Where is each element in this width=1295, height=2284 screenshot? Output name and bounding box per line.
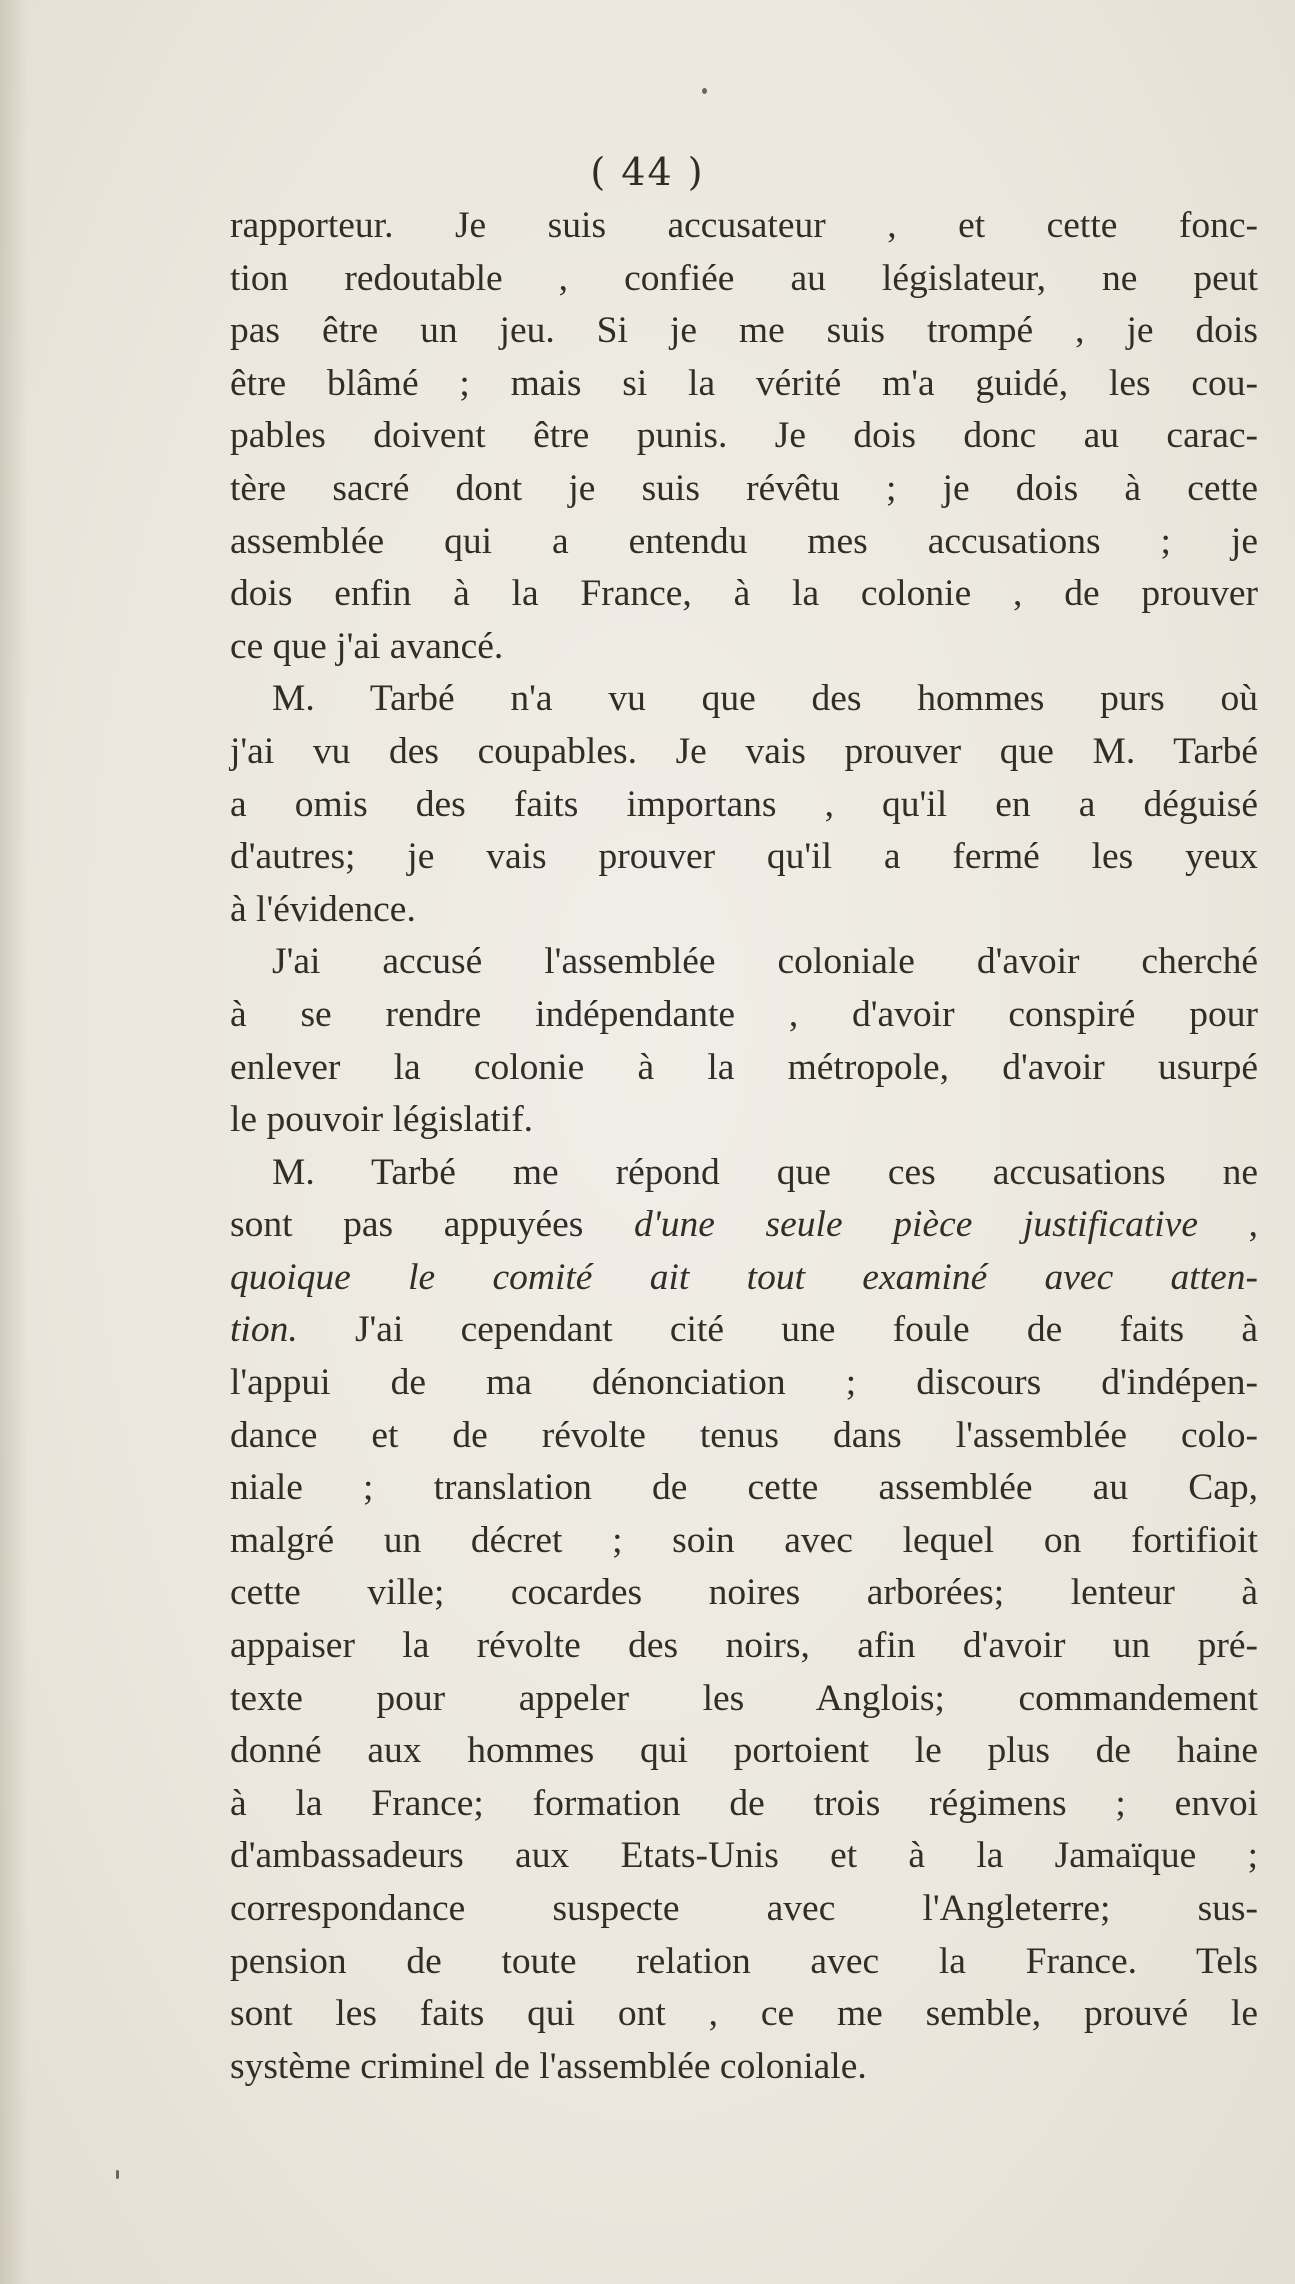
text-run: tion redoutable , confiée au législateur, ne peut (230, 257, 1258, 299)
text-run: pables doivent être punis. Je dois donc au carac- (230, 415, 1258, 457)
text-line (230, 1673, 1258, 1726)
page-edge-shadow (0, 0, 28, 2284)
paragraph (230, 1147, 1258, 2094)
text-line (230, 779, 1258, 832)
text-line (230, 831, 1258, 884)
text-run: sont pas appuyées (230, 1204, 634, 1246)
text-run: M. Tarbé n'a vu que des hommes purs où (272, 678, 1258, 720)
text-run: à la France; formation de trois régimens ; envoi (230, 1782, 1258, 1824)
text-run: pension de toute relation avec la France. Tels (230, 1940, 1258, 1982)
text-line (230, 358, 1258, 411)
text-run: sont les faits qui ont , ce me semble, prouvé le (230, 1993, 1258, 2035)
text-run: a omis des faits importans , qu'il en a déguisé (230, 783, 1258, 825)
text-run: appaiser la révolte des noirs, afin d'avoir un pré- (230, 1625, 1258, 1667)
text-line (230, 1304, 1258, 1357)
text-line (230, 463, 1258, 516)
text-line (230, 200, 1258, 253)
text-run: malgré un décret ; soin avec lequel on fortifioit (230, 1519, 1258, 1561)
text-run: ce que j'ai avancé. (230, 625, 504, 667)
text-line (230, 305, 1258, 358)
text-run: assemblée qui a entendu mes accusations ; je (230, 520, 1258, 562)
text-line (230, 1147, 1258, 1200)
text-line (230, 1199, 1258, 1252)
text-line (230, 1778, 1258, 1831)
text-line (230, 989, 1258, 1042)
text-line (230, 1462, 1258, 1515)
text-run: dois enfin à la France, à la colonie , de prouver (230, 573, 1258, 615)
text-run: à l'évidence. (230, 888, 416, 930)
text-line (230, 1988, 1258, 2041)
text-line (230, 1515, 1258, 1568)
text-line (230, 1830, 1258, 1883)
text-run: rapporteur. Je suis accusateur , et cette fonc- (230, 205, 1258, 246)
text-line (230, 1094, 1258, 1147)
text-run: J'ai cependant cité une foule de faits à (297, 1309, 1258, 1351)
text-run: M. Tarbé me répond que ces accusations ne (272, 1151, 1258, 1193)
text-line (230, 1042, 1258, 1095)
text-line (230, 1357, 1258, 1410)
text-run: texte pour appeler les Anglois; commandement (230, 1677, 1258, 1719)
text-line (230, 936, 1258, 989)
text-line (230, 1252, 1258, 1305)
text-line (230, 1936, 1258, 1989)
text-line (230, 1725, 1258, 1778)
text-run: dance et de révolte tenus dans l'assemblée colo- (230, 1414, 1258, 1456)
text-line (230, 1410, 1258, 1463)
text-line (230, 673, 1258, 726)
ink-speck (116, 2170, 119, 2179)
text-run: le pouvoir législatif. (230, 1099, 534, 1141)
text-line (230, 1620, 1258, 1673)
italic-text: quoique le comité ait tout examiné avec atten- (230, 1256, 1258, 1298)
text-line (230, 884, 1258, 937)
text-run: niale ; translation de cette assemblée au Cap, (230, 1467, 1258, 1509)
text-line (230, 1883, 1258, 1936)
text-run: l'appui de ma dénonciation ; discours d'indépen- (230, 1362, 1258, 1404)
text-line (230, 726, 1258, 779)
italic-text: d'une seule pièce justificative (633, 1204, 1198, 1246)
text-run: à se rendre indépendante , d'avoir conspiré pour (230, 993, 1258, 1035)
text-run: , (1197, 1204, 1258, 1246)
text-run: enlever la colonie à la métropole, d'avoir usurpé (230, 1046, 1258, 1088)
text-run: d'ambassadeurs aux Etats-Unis et à la Jamaïque ; (230, 1835, 1258, 1877)
paragraph (230, 936, 1258, 1146)
text-line (230, 621, 1258, 674)
body-text (230, 200, 1258, 2093)
text-run: d'autres; je vais prouver qu'il a fermé les yeux (230, 836, 1258, 878)
ink-speck (702, 88, 707, 94)
paragraph (230, 200, 1258, 673)
text-line (230, 410, 1258, 463)
text-run: cette ville; cocardes noires arborées; lenteur à (230, 1572, 1258, 1614)
italic-text: tion. (230, 1309, 298, 1351)
text-run: J'ai accusé l'assemblée coloniale d'avoir cherché (272, 941, 1258, 983)
paragraph (230, 673, 1258, 936)
text-run: être blâmé ; mais si la vérité m'a guidé, les cou- (230, 362, 1258, 404)
text-run: système criminel de l'assemblée coloniale. (230, 2045, 867, 2087)
text-line (230, 253, 1258, 306)
text-line (230, 516, 1258, 569)
text-line (230, 1567, 1258, 1620)
text-line (230, 568, 1258, 621)
text-run: j'ai vu des coupables. Je vais prouver que M. Tarbé (230, 730, 1258, 772)
text-run: tère sacré dont je suis révêtu ; je dois à cette (230, 467, 1258, 509)
text-run: correspondance suspecte avec l'Angleterre; sus- (230, 1888, 1258, 1929)
text-line (230, 2041, 1258, 2094)
page-number: ( 44 ) (590, 150, 705, 194)
text-run: donné aux hommes qui portoient le plus de haine (230, 1730, 1258, 1772)
text-run: pas être un jeu. Si je me suis trompé , je dois (230, 310, 1258, 352)
